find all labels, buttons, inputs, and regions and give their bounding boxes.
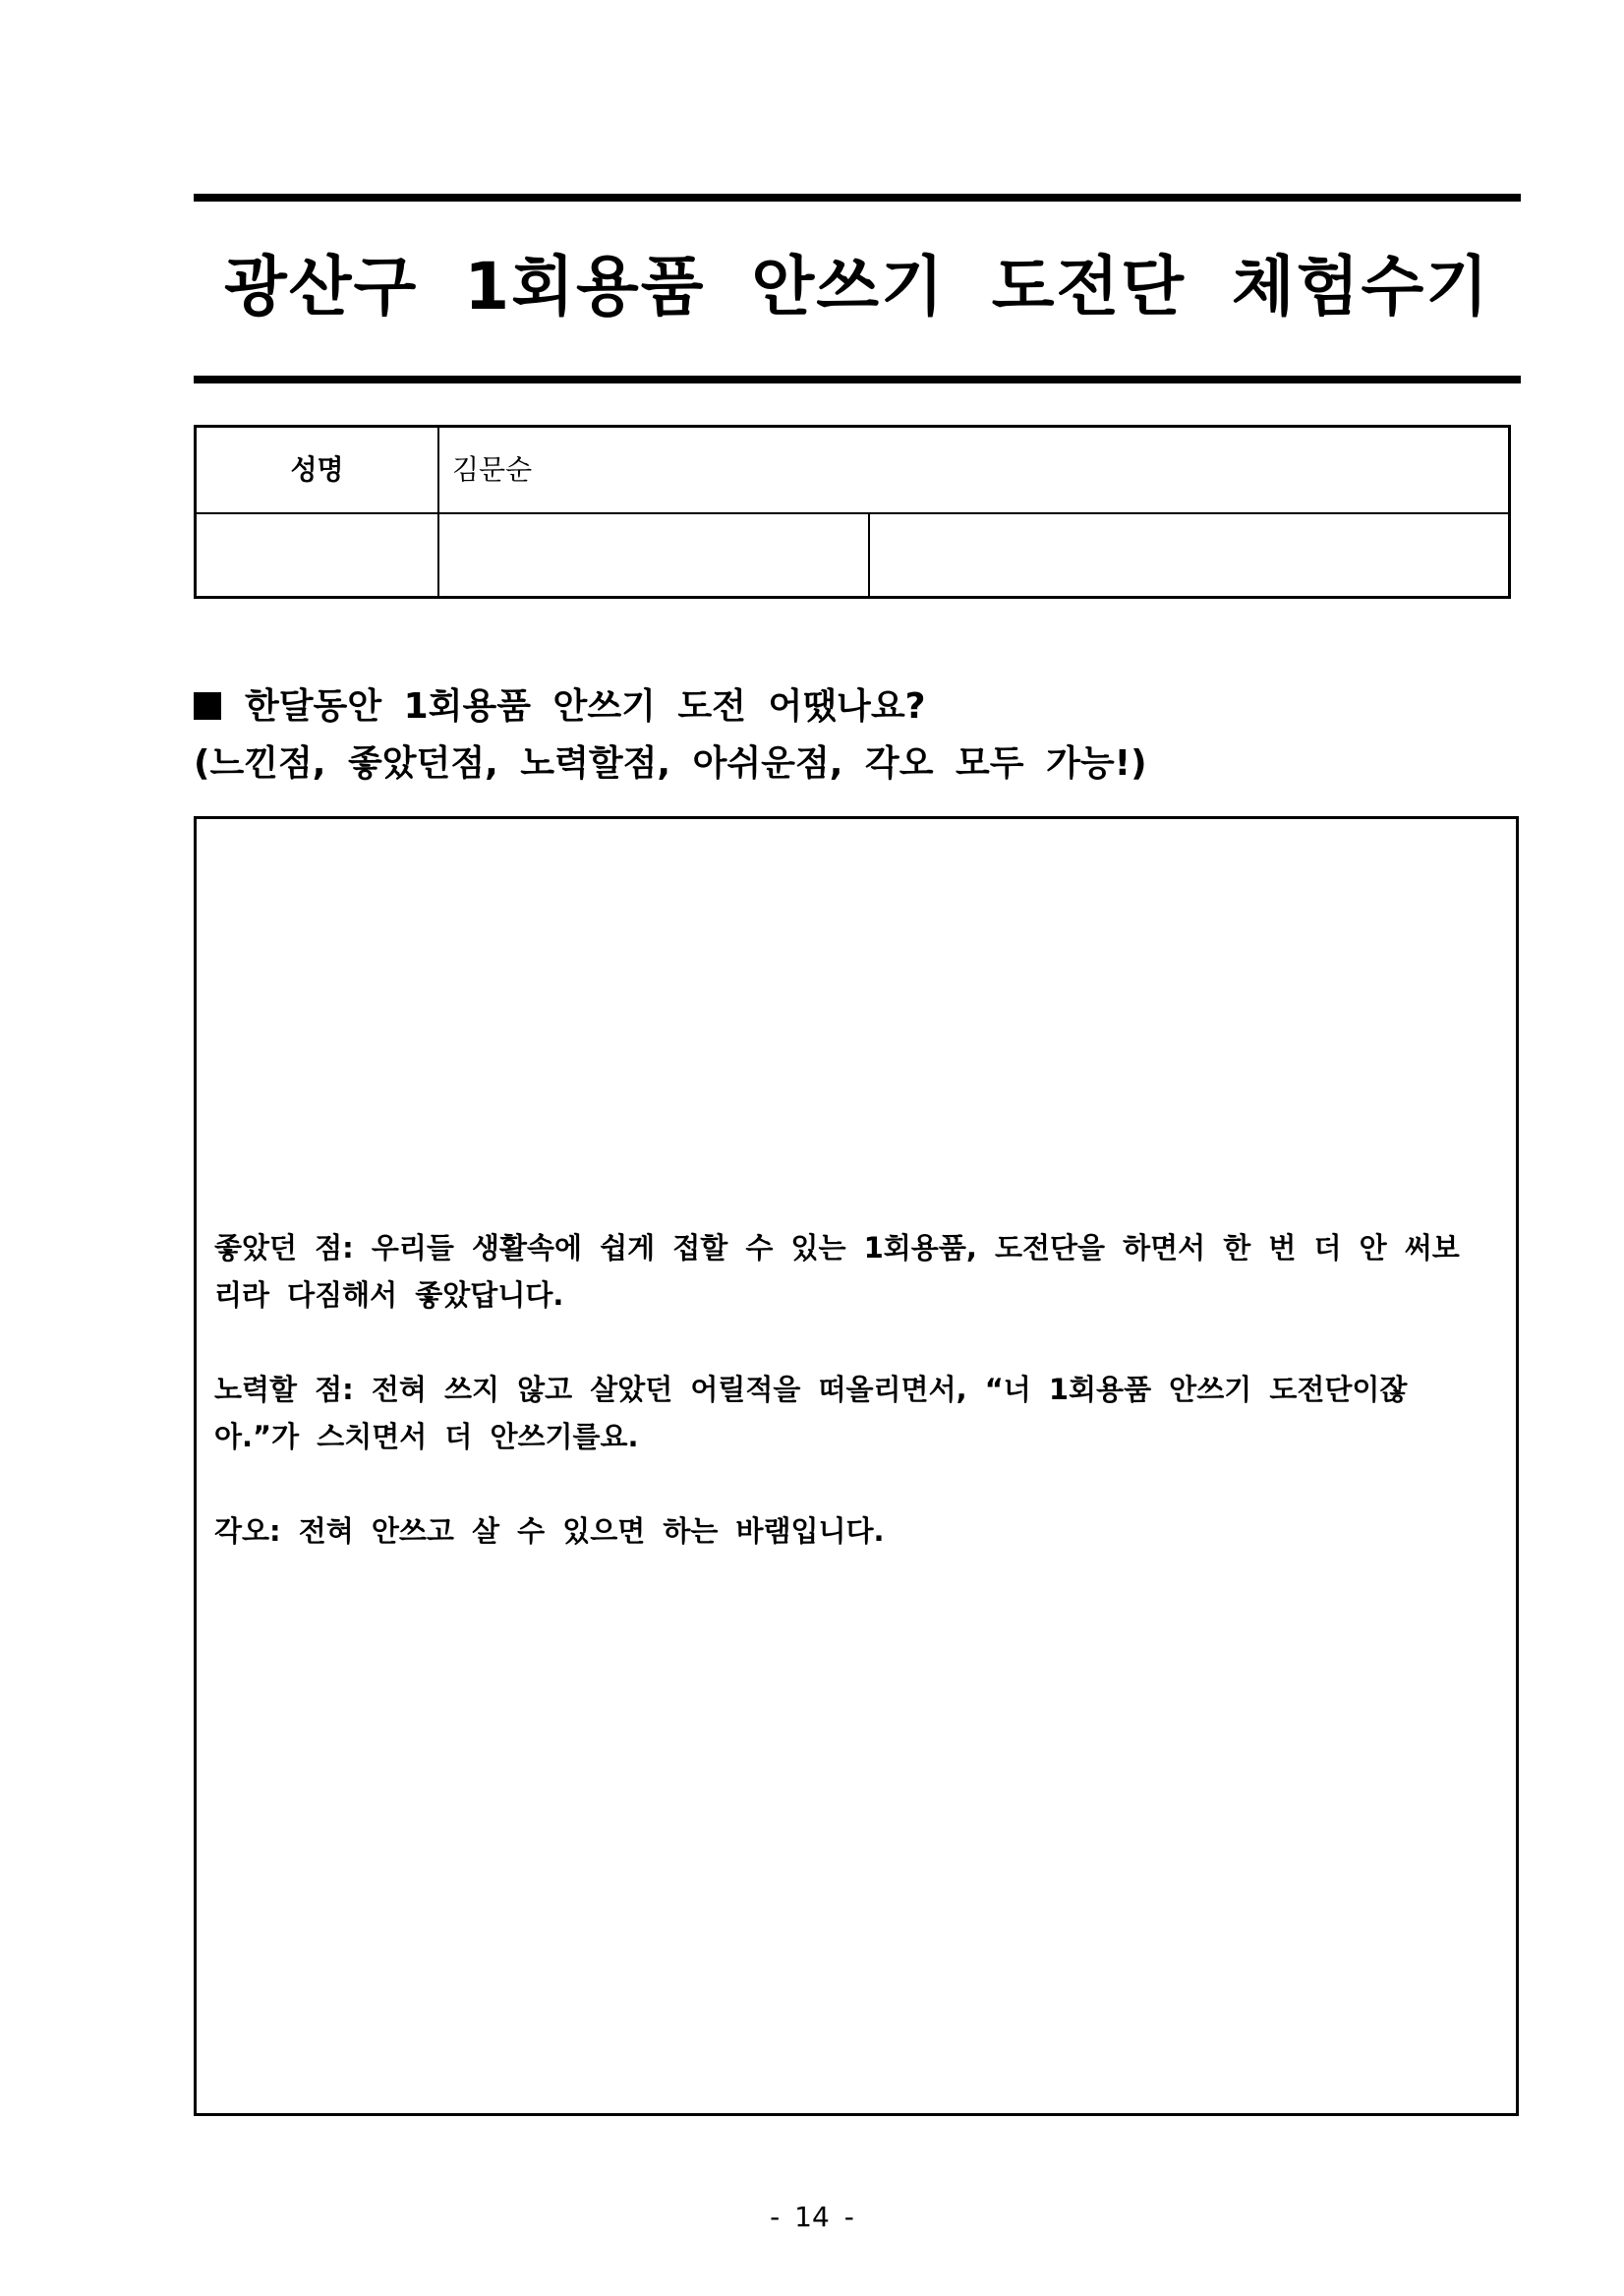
question-subheading: (느낀점, 좋았던점, 노력할점, 아쉬운점, 각오 모두 가능!): [194, 743, 1147, 784]
empty-cell-2: [439, 514, 868, 596]
title-bottom-rule: [194, 376, 1521, 383]
name-value: 김문순: [452, 453, 533, 486]
page-title: 광산구 1회용품 안쓰기 도전단 체험수기: [224, 249, 1490, 324]
table-divider: [437, 428, 439, 512]
name-label: 성명: [290, 453, 344, 486]
answer-paragraph-effort: 노력할 점: 전혀 쓰지 않고 살았던 어릴적을 떠올리면서, “너 1회용품 안쓰기 도전단이잖아.”가 스치면서 더 안쓰기를요.: [214, 1373, 1408, 1453]
info-table: [194, 425, 1511, 599]
square-bullet-icon: [194, 692, 221, 720]
answer-paragraph-good: 좋았던 점: 우리들 생활속에 쉽게 접할 수 있는 1회용품, 도전단을 하면서 한 번 더 안 써보리라 다짐해서 좋았답니다.: [214, 1231, 1460, 1312]
answer-box: [194, 816, 1519, 2116]
empty-cell-1: [197, 514, 437, 596]
info-row-empty: [197, 514, 1508, 596]
page-number: - 14 -: [770, 2201, 854, 2233]
question-heading: [194, 678, 1147, 793]
answer-paragraph-resolution: 각오: 전혀 안쓰고 살 수 있으면 하는 바램입니다.: [214, 1514, 885, 1548]
title-top-rule: [194, 194, 1521, 202]
answer-text: [214, 1224, 1482, 1602]
empty-cell-3: [870, 514, 1508, 596]
question-text: 한달동안 1회용품 안쓰기 도전 어땠나요?: [245, 686, 926, 727]
info-row-name: [197, 428, 1508, 514]
